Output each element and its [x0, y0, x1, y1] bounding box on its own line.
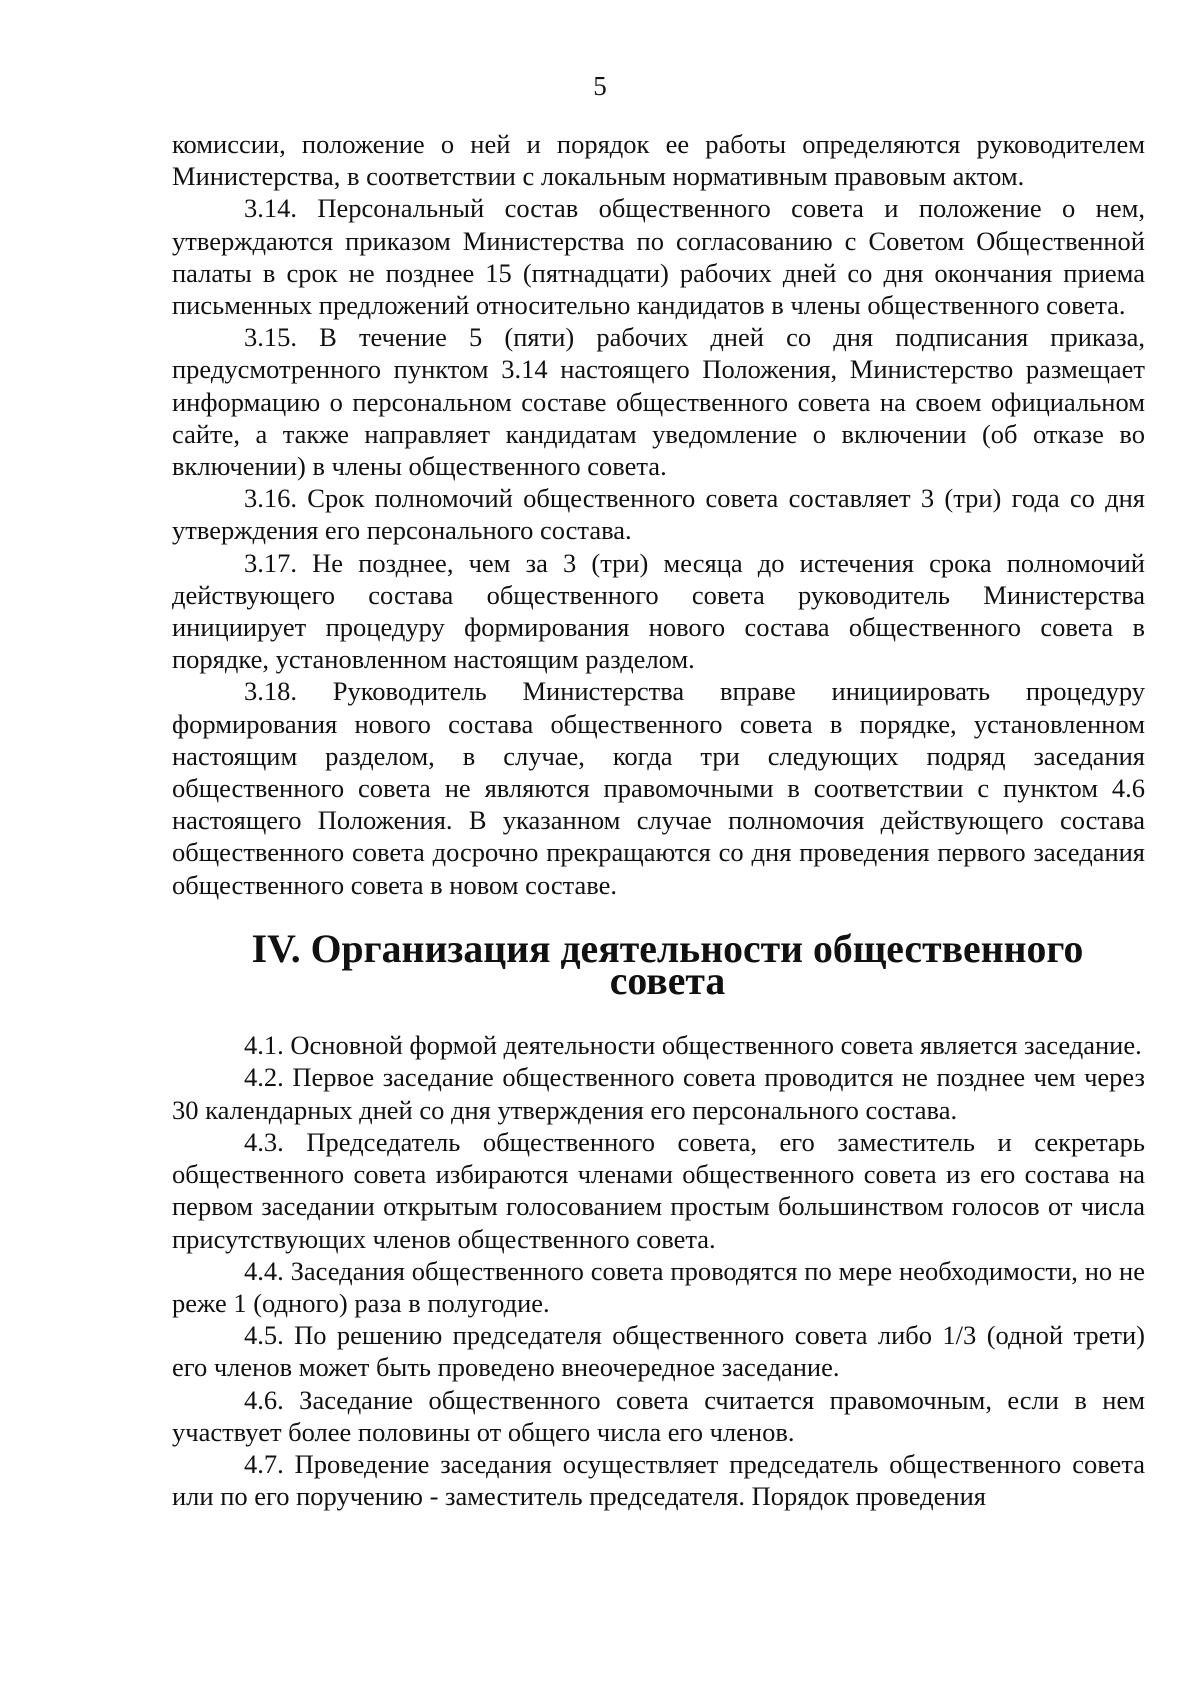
- paragraph-continuation: комиссии, положение о ней и порядок ее работы определяются руководителем Министерства, в соответствии с локальным нормативным правовым актом.: [172, 129, 1145, 192]
- paragraph-4-2: 4.2. Первое заседание общественного совета проводится не позднее чем через 30 календарных дней со дня утверждения его персонального состава.: [172, 1062, 1145, 1125]
- section-heading-iv: IV. Организация деятельности общественного совета: [251, 926, 1084, 1004]
- page-number: 5: [593, 71, 607, 101]
- paragraph-4-5: 4.5. По решению председателя общественного совета либо 1/3 (одной трети) его членов может быть проведено внеочередное заседание.: [172, 1320, 1145, 1383]
- paragraph-4-6: 4.6. Заседание общественного совета считается правомочным, если в нем участвует более половины от общего числа его членов.: [172, 1384, 1145, 1447]
- paragraph-3-18: 3.18. Руководитель Министерства вправе инициировать процедуру формирования нового состава общественного совета в порядке, установленном настоящим разделом, в случае, когда три следующих подряд заседания общественного совета не являются правомочными в соответствии с пунктом 4.6 настоящего Положения. В указанном случае полномочия действующего состава общественного совета досрочно прекращаются со дня проведения первого заседания общественного совета в новом составе.: [172, 676, 1145, 900]
- paragraph-4-3: 4.3. Председатель общественного совета, его заместитель и секретарь общественного совета избираются членами общественного совета из его состава на первом заседании открытым голосованием простым большинством голосов от числа присутствующих членов общественного совета.: [172, 1126, 1145, 1254]
- paragraph-3-16: 3.16. Срок полномочий общественного совета составляет 3 (три) года со дня утверждения его персонального состава.: [172, 483, 1145, 546]
- paragraph-3-14: 3.14. Персональный состав общественного совета и положение о нем, утверждаются приказом Министерства по согласованию с Советом Общественной палаты в срок не позднее 15 (пятнадцати) рабочих дней со дня окончания приема письменных предложений относительно кандидатов в члены общественного совета.: [172, 193, 1145, 321]
- paragraph-4-1: 4.1. Основной формой деятельности общественного совета является заседание.: [244, 1030, 1142, 1061]
- paragraph-4-4: 4.4. Заседания общественного совета проводятся по мере необходимости, но не реже 1 (одного) раза в полугодие.: [172, 1255, 1145, 1318]
- paragraph-4-7: 4.7. Проведение заседания осуществляет председатель общественного совета или по его поручению - заместитель председателя. Порядок проведения: [172, 1448, 1145, 1512]
- document-body: [172, 128, 1145, 1512]
- paragraph-3-15: 3.15. В течение 5 (пяти) рабочих дней со дня подписания приказа, предусмотренного пунктом 3.14 настоящего Положения, Министерство размещает информацию о персональном составе общественного совета на своем официальном сайте, а также направляет кандидатам уведомление о включении (об отказе во включении) в члены общественного совета.: [172, 322, 1145, 482]
- paragraph-3-17: 3.17. Не позднее, чем за 3 (три) месяца до истечения срока полномочий действующего состава общественного совета руководитель Министерства инициирует процедуру формирования нового состава общественного совета в порядке, установленном настоящим разделом.: [172, 547, 1145, 675]
